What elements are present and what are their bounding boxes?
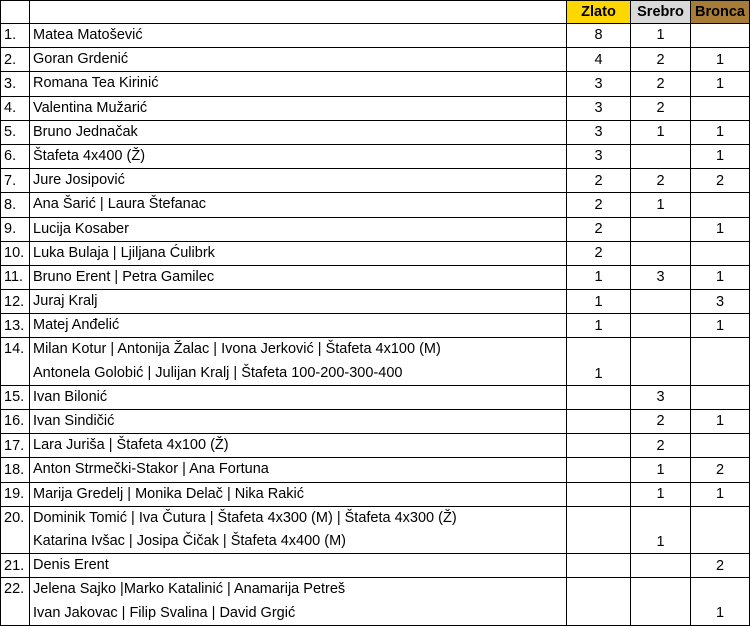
table-row xyxy=(1,169,750,193)
table-row xyxy=(1,265,750,289)
gold-count-cell: 2 xyxy=(567,217,631,241)
silver-count-cell: 1 xyxy=(631,120,691,144)
rank-cell: 10. xyxy=(1,241,30,265)
bronze-count-cell xyxy=(691,385,750,409)
gold-count-cell xyxy=(567,434,631,458)
name-line: Jure Josipović xyxy=(33,172,125,189)
gold-count-cell: 3 xyxy=(567,72,631,96)
header-silver: Srebro xyxy=(631,1,691,24)
name-line: Matea Matošević xyxy=(33,27,143,43)
name-cell xyxy=(30,24,567,48)
name-line: Štafeta 4x400 (Ž) xyxy=(33,147,146,164)
gold-count-cell: 3 xyxy=(567,120,631,144)
rank-cell: 18. xyxy=(1,458,30,482)
gold-count-cell: 1 xyxy=(567,290,631,314)
name-line: Katarina Ivšac | Josipa Čičak | Štafeta 4x400 (M) xyxy=(33,532,346,549)
silver-count-cell: 2 xyxy=(631,434,691,458)
name-cell xyxy=(30,48,567,72)
bronze-count-cell: 3 xyxy=(691,290,750,314)
name-line: Anton Strmečki-Stakor | Ana Fortuna xyxy=(33,461,269,478)
bronze-count-cell: 1 xyxy=(691,314,750,338)
silver-count-cell: 2 xyxy=(631,410,691,434)
gold-count-cell: 1 xyxy=(567,314,631,338)
bronze-count-cell xyxy=(691,193,750,217)
table-row xyxy=(1,385,750,409)
bronze-count-cell xyxy=(691,241,750,265)
name-line: Goran Grdenić xyxy=(33,51,129,68)
name-line: Dominik Tomić | Iva Čutura | Štafeta 4x300 (M) | Štafeta 4x300 (Ž) xyxy=(33,509,457,526)
bronze-count-cell xyxy=(691,24,750,48)
rank-cell: 5. xyxy=(1,120,30,144)
name-line: Ana Šarić | Laura Štefanac xyxy=(33,196,207,213)
rank-cell: 1. xyxy=(1,24,30,48)
silver-count-cell xyxy=(631,217,691,241)
bronze-count-cell: 2 xyxy=(691,458,750,482)
bronze-count-cell: 1 xyxy=(691,144,750,168)
name-line: Marija Gredelj | Monika Delač | Nika Rakić xyxy=(33,485,305,502)
name-cell xyxy=(30,434,567,458)
silver-count-cell: 2 xyxy=(631,72,691,96)
rank-cell: 6. xyxy=(1,144,30,168)
bronze-count-cell xyxy=(691,506,750,553)
table-row xyxy=(1,217,750,241)
name-cell xyxy=(30,72,567,96)
rank-cell: 15. xyxy=(1,385,30,409)
table-row xyxy=(1,434,750,458)
bronze-count-cell: 2 xyxy=(691,169,750,193)
name-line: Bruno Jednačak xyxy=(33,123,138,140)
name-cell xyxy=(30,96,567,120)
name-line: Matej Anđelić xyxy=(33,317,120,334)
rank-cell: 16. xyxy=(1,410,30,434)
rank-cell: 3. xyxy=(1,72,30,96)
gold-count-cell xyxy=(567,385,631,409)
table-row xyxy=(1,482,750,506)
silver-count-cell: 3 xyxy=(631,385,691,409)
silver-count-cell: 3 xyxy=(631,265,691,289)
gold-count-cell: 3 xyxy=(567,96,631,120)
name-line: Juraj Kralj xyxy=(33,293,98,310)
bronze-count-cell: 1 xyxy=(691,265,750,289)
silver-count-cell xyxy=(631,144,691,168)
table-row xyxy=(1,241,750,265)
table-row xyxy=(1,120,750,144)
gold-count-cell xyxy=(567,554,631,578)
rank-cell: 22. xyxy=(1,578,30,625)
name-cell xyxy=(30,193,567,217)
gold-count-cell xyxy=(567,482,631,506)
silver-count-cell xyxy=(631,241,691,265)
table-row xyxy=(1,48,750,72)
table-row xyxy=(1,410,750,434)
header-rank xyxy=(1,1,30,24)
name-line: Lara Juriša | Štafeta 4x100 (Ž) xyxy=(33,437,229,454)
name-cell xyxy=(30,314,567,338)
name-line: Antonela Golobić | Julijan Kralj | Štafeta 100-200-300-400 xyxy=(33,364,403,381)
silver-count-cell xyxy=(631,338,691,385)
name-line: Ivan Sindičić xyxy=(33,413,115,429)
table-row xyxy=(1,193,750,217)
name-line: Ivan Jakovac | Filip Svalina | David Grgić xyxy=(33,604,296,621)
bronze-count-cell: 1 xyxy=(691,578,750,625)
name-line: Denis Erent xyxy=(33,557,109,574)
name-cell xyxy=(30,217,567,241)
silver-count-cell: 1 xyxy=(631,193,691,217)
name-line: Milan Kotur | Antonija Žalac | Ivona Jerković | Štafeta 4x100 (M) xyxy=(33,341,441,358)
header-name xyxy=(30,1,567,24)
rank-cell: 4. xyxy=(1,96,30,120)
rank-cell: 12. xyxy=(1,290,30,314)
name-cell xyxy=(30,506,567,553)
silver-count-cell: 2 xyxy=(631,96,691,120)
bronze-count-cell: 1 xyxy=(691,217,750,241)
rank-cell: 20. xyxy=(1,506,30,553)
table-row xyxy=(1,144,750,168)
bronze-count-cell: 1 xyxy=(691,410,750,434)
name-line: Lucija Kosaber xyxy=(33,220,129,237)
gold-count-cell: 2 xyxy=(567,193,631,217)
gold-count-cell xyxy=(567,410,631,434)
silver-count-cell xyxy=(631,314,691,338)
table-row xyxy=(1,578,750,625)
bronze-count-cell xyxy=(691,338,750,385)
rank-cell: 19. xyxy=(1,482,30,506)
bronze-count-cell: 2 xyxy=(691,554,750,578)
header-bronze: Bronca xyxy=(691,1,750,24)
name-cell xyxy=(30,169,567,193)
silver-count-cell: 1 xyxy=(631,24,691,48)
silver-count-cell: 1 xyxy=(631,458,691,482)
table-body xyxy=(1,24,750,626)
name-line: Bruno Erent | Petra Gamilec xyxy=(33,268,215,285)
header-gold: Zlato xyxy=(567,1,631,24)
bronze-count-cell: 1 xyxy=(691,120,750,144)
name-line: Luka Bulaja | Ljiljana Ćulibrk xyxy=(33,244,215,261)
table-row xyxy=(1,96,750,120)
rank-cell: 8. xyxy=(1,193,30,217)
rank-cell: 2. xyxy=(1,48,30,72)
name-cell xyxy=(30,241,567,265)
table-row xyxy=(1,458,750,482)
name-cell xyxy=(30,290,567,314)
name-cell xyxy=(30,120,567,144)
bronze-count-cell: 1 xyxy=(691,482,750,506)
name-line: Ivan Bilonić xyxy=(33,388,108,405)
gold-count-cell: 3 xyxy=(567,144,631,168)
gold-count-cell: 8 xyxy=(567,24,631,48)
rank-cell: 17. xyxy=(1,434,30,458)
rank-cell: 21. xyxy=(1,554,30,578)
gold-count-cell: 4 xyxy=(567,48,631,72)
gold-count-cell xyxy=(567,458,631,482)
gold-count-cell: 1 xyxy=(567,265,631,289)
silver-count-cell xyxy=(631,290,691,314)
table-row xyxy=(1,314,750,338)
bronze-count-cell: 1 xyxy=(691,48,750,72)
silver-count-cell xyxy=(631,554,691,578)
gold-count-cell: 2 xyxy=(567,241,631,265)
name-cell xyxy=(30,385,567,409)
name-line: Romana Tea Kirinić xyxy=(33,75,159,92)
gold-count-cell: 2 xyxy=(567,169,631,193)
rank-cell: 9. xyxy=(1,217,30,241)
table-row xyxy=(1,554,750,578)
name-cell xyxy=(30,554,567,578)
rank-cell: 13. xyxy=(1,314,30,338)
table-row xyxy=(1,290,750,314)
silver-count-cell: 1 xyxy=(631,506,691,553)
rank-cell: 7. xyxy=(1,169,30,193)
name-cell xyxy=(30,578,567,625)
rank-cell: 11. xyxy=(1,265,30,289)
name-cell xyxy=(30,410,567,434)
name-cell xyxy=(30,482,567,506)
rank-cell: 14. xyxy=(1,338,30,385)
silver-count-cell: 1 xyxy=(631,482,691,506)
name-cell xyxy=(30,144,567,168)
gold-count-cell xyxy=(567,578,631,625)
gold-count-cell xyxy=(567,506,631,553)
silver-count-cell xyxy=(631,578,691,625)
table-row xyxy=(1,72,750,96)
silver-count-cell: 2 xyxy=(631,48,691,72)
name-cell xyxy=(30,458,567,482)
table-row xyxy=(1,506,750,553)
gold-count-cell: 1 xyxy=(567,338,631,385)
name-line: Valentina Mužarić xyxy=(33,99,148,116)
name-cell xyxy=(30,265,567,289)
header-row xyxy=(1,1,750,24)
bronze-count-cell xyxy=(691,96,750,120)
name-line: Jelena Sajko |Marko Katalinić | Anamarija Petreš xyxy=(33,581,346,598)
name-cell xyxy=(30,338,567,385)
table-row xyxy=(1,24,750,48)
silver-count-cell: 2 xyxy=(631,169,691,193)
table-row xyxy=(1,338,750,385)
bronze-count-cell: 1 xyxy=(691,72,750,96)
bronze-count-cell xyxy=(691,434,750,458)
